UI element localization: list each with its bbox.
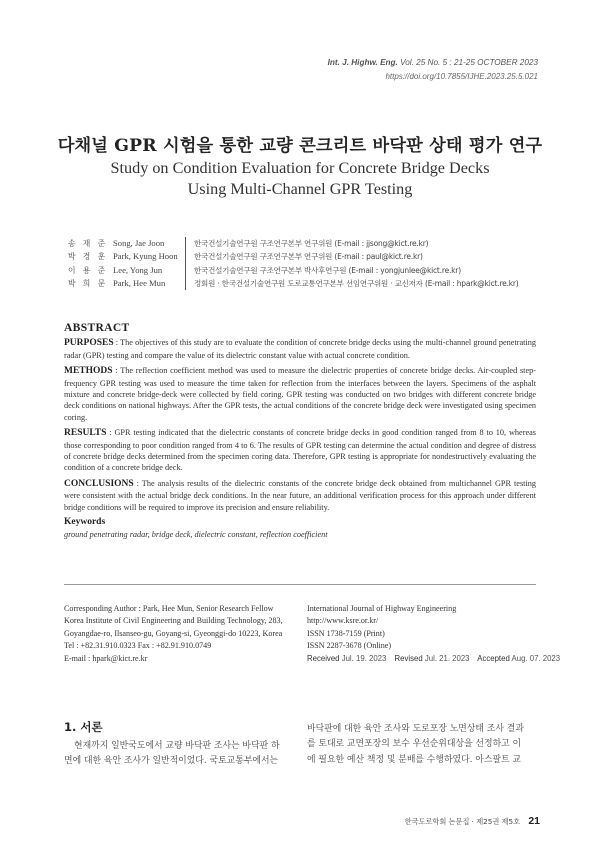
author-affiliation: 한국건설기술연구원 구조연구본부 박사후연구원 (E-mail : yongjunlee@kict.re.kr) bbox=[194, 265, 461, 275]
accepted-label: Accepted bbox=[477, 653, 510, 663]
page-footer bbox=[405, 815, 540, 827]
intro-line: 면에 대한 육안 조사가 일반적이었다. 국토교통부에서는 bbox=[64, 756, 279, 767]
abstract-conclusions bbox=[64, 478, 536, 513]
address: Goyangdae-ro, Ilsanseo-gu, Goyang-si, Gyeonggi-do 10223, Korea bbox=[64, 628, 283, 638]
corresponding-author-info bbox=[64, 603, 294, 665]
revised-date: Jul. 21. 2023 bbox=[424, 653, 470, 663]
divider bbox=[185, 250, 186, 263]
divider bbox=[185, 264, 186, 277]
author-name-english: Song, Jae Joon bbox=[113, 238, 165, 248]
author-affiliation: 정회원 · 한국건설기술연구원 도로교통연구본부 선임연구위원 · 교신저자 (E-mail : hpark@kict.re.kr) bbox=[194, 278, 519, 288]
author-row bbox=[68, 277, 519, 290]
author-row bbox=[68, 264, 519, 277]
methods-text: : The reflection coefficient method was used to measure the dielectric properties of concrete bridge decks. Air-coupled step-frequency GPR testing was used to measure the time taken for reflection from the interfaces between the layers. Specimens of the asphalt mixture and concrete bridge-deck were collected by field coring. GPR testing was conducted on two bridges with different concrete bridge deck conditions on national highways. After the GPR tests, the actual conditions of the concrete bridge deck were investigated using specimen coring. bbox=[64, 366, 536, 422]
volume-issue: Vol. 25 No. 5 : 21-25 OCTOBER 2023 bbox=[400, 58, 538, 67]
abstract bbox=[64, 322, 536, 540]
author-name-english: Lee, Yong Jun bbox=[113, 264, 163, 275]
author-row bbox=[68, 237, 519, 250]
section-divider bbox=[64, 584, 536, 585]
purposes-text: : The objectives of this study are to evaluate the condition of concrete bridge decks using the multi-channel ground penetrating radar (GPR) testing and compare the value of its dielectric constant value with actual concrete condition. bbox=[64, 338, 536, 360]
intro-line: 에 필요한 예산 책정 및 분배를 수행하였다. 아스팔트 교 bbox=[307, 754, 521, 765]
corresponding-author: Corresponding Author : Park, Hee Mun, Senior Research Fellow bbox=[64, 604, 274, 613]
journal-abbreviation: Int. J. Highw. Eng. bbox=[327, 58, 398, 67]
author-name-english: Park, Kyung Hoon bbox=[113, 251, 178, 262]
keywords-text: ground penetrating radar, bridge deck, dielectric constant, reflection coefficient bbox=[64, 529, 328, 539]
journal-citation bbox=[328, 58, 538, 67]
author-name-english: Park, Hee Mun bbox=[113, 277, 166, 288]
intro-right-column bbox=[307, 722, 536, 768]
issn-print: ISSN 1738-7159 (Print) bbox=[307, 628, 385, 638]
article-dates bbox=[307, 653, 561, 665]
author-name-korean: 송 재 준 bbox=[68, 239, 108, 248]
abstract-purposes bbox=[64, 337, 536, 361]
journal-name: International Journal of Highway Engineering bbox=[307, 604, 457, 613]
abstract-methods bbox=[64, 365, 536, 423]
keywords-label: Keywords bbox=[64, 517, 106, 528]
footer-journal: 한국도로학회 논문집 · 제25권 제5호 bbox=[404, 817, 521, 826]
author-name-korean: 박 경 훈 bbox=[68, 252, 108, 262]
results-text: : GPR testing indicated that the dielectric constants of concrete bridge decks in good condition ranged from 8 to 10, whereas those corresponding to poor condition ranged from 4 to 6. The results of GPR testing can determine the actual condition and degree of distress of concrete bridge decks determined from the specimen coring data. Therefore, GPR testing is appropriate for nondestructively evaluating the condition of a concrete bridge deck. bbox=[64, 428, 536, 473]
received-label: Received bbox=[307, 653, 340, 663]
section-heading-introduction: 1. 서론 bbox=[64, 720, 103, 734]
methods-label: METHODS bbox=[64, 366, 113, 377]
issn-online: ISSN 2287-3678 (Online) bbox=[307, 641, 392, 651]
phone-fax: Tel : +82.31.910.0323 Fax : +82.91.910.0749 bbox=[64, 641, 212, 651]
author-affiliation: 한국건설기술연구원 구조연구본부 연구위원 (E-mail : jjsong@kict.re.kr) bbox=[194, 239, 429, 248]
institution: Korea Institute of Civil Engineering and Building Technology, 283, bbox=[64, 616, 283, 626]
received-date: Jul. 19. 2023 bbox=[341, 653, 387, 663]
accepted-date: Aug. 07. 2023 bbox=[511, 653, 561, 663]
author-row bbox=[68, 250, 519, 263]
results-label: RESULTS bbox=[64, 428, 107, 439]
corresponding-email: E-mail : hpark@kict.re.kr bbox=[64, 653, 148, 663]
journal-info bbox=[307, 603, 561, 665]
intro-left-column bbox=[64, 739, 292, 770]
intro-line: 를 토대로 교면포장의 보수 우선순위대상을 선정하고 이 bbox=[307, 739, 522, 750]
doi-link[interactable]: https://doi.org/10.7855/IJHE.2023.25.5.021 bbox=[385, 72, 538, 81]
author-list bbox=[68, 237, 519, 290]
journal-url[interactable]: http://www.ksre.or.kr/ bbox=[307, 616, 379, 626]
divider bbox=[185, 237, 186, 250]
abstract-heading: ABSTRACT bbox=[64, 321, 130, 334]
author-name-korean: 박 희 문 bbox=[68, 278, 108, 288]
abstract-results bbox=[64, 427, 536, 474]
purposes-label: PURPOSES bbox=[64, 338, 114, 349]
intro-line: 현재까지 일반국도에서 교량 바닥판 조사는 바닥판 하 bbox=[74, 741, 280, 751]
conclusions-text: : The analysis results of the dielectric constants of the concrete bridge deck obtained from multichannel GPR testing were consistent with the actual bridge deck conditions. In the near future, an additional verification process for this approach under different bridge conditions will be required to improve its precision and ensure reliability. bbox=[64, 478, 536, 512]
author-name-korean: 이 용 준 bbox=[68, 265, 108, 275]
author-affiliation: 한국건설기술연구원 구조연구본부 연구위원 (E-mail : paul@kict.re.kr) bbox=[194, 252, 423, 262]
divider bbox=[185, 277, 186, 290]
revised-label: Revised bbox=[394, 653, 423, 663]
conclusions-label: CONCLUSIONS bbox=[64, 478, 134, 489]
page-number: 21 bbox=[528, 815, 540, 827]
title-korean: 다채널 GPR 시험을 통한 교량 콘크리트 바닥판 상태 평가 연구 bbox=[57, 136, 543, 156]
title-english: Study on Condition Evaluation for Concrete Bridge Decks Using Multi-Channel GPR Testing bbox=[110, 159, 490, 198]
intro-line: 바닥판에 대한 육안 조사와 도로포장 노면상태 조사 결과 bbox=[307, 724, 524, 734]
